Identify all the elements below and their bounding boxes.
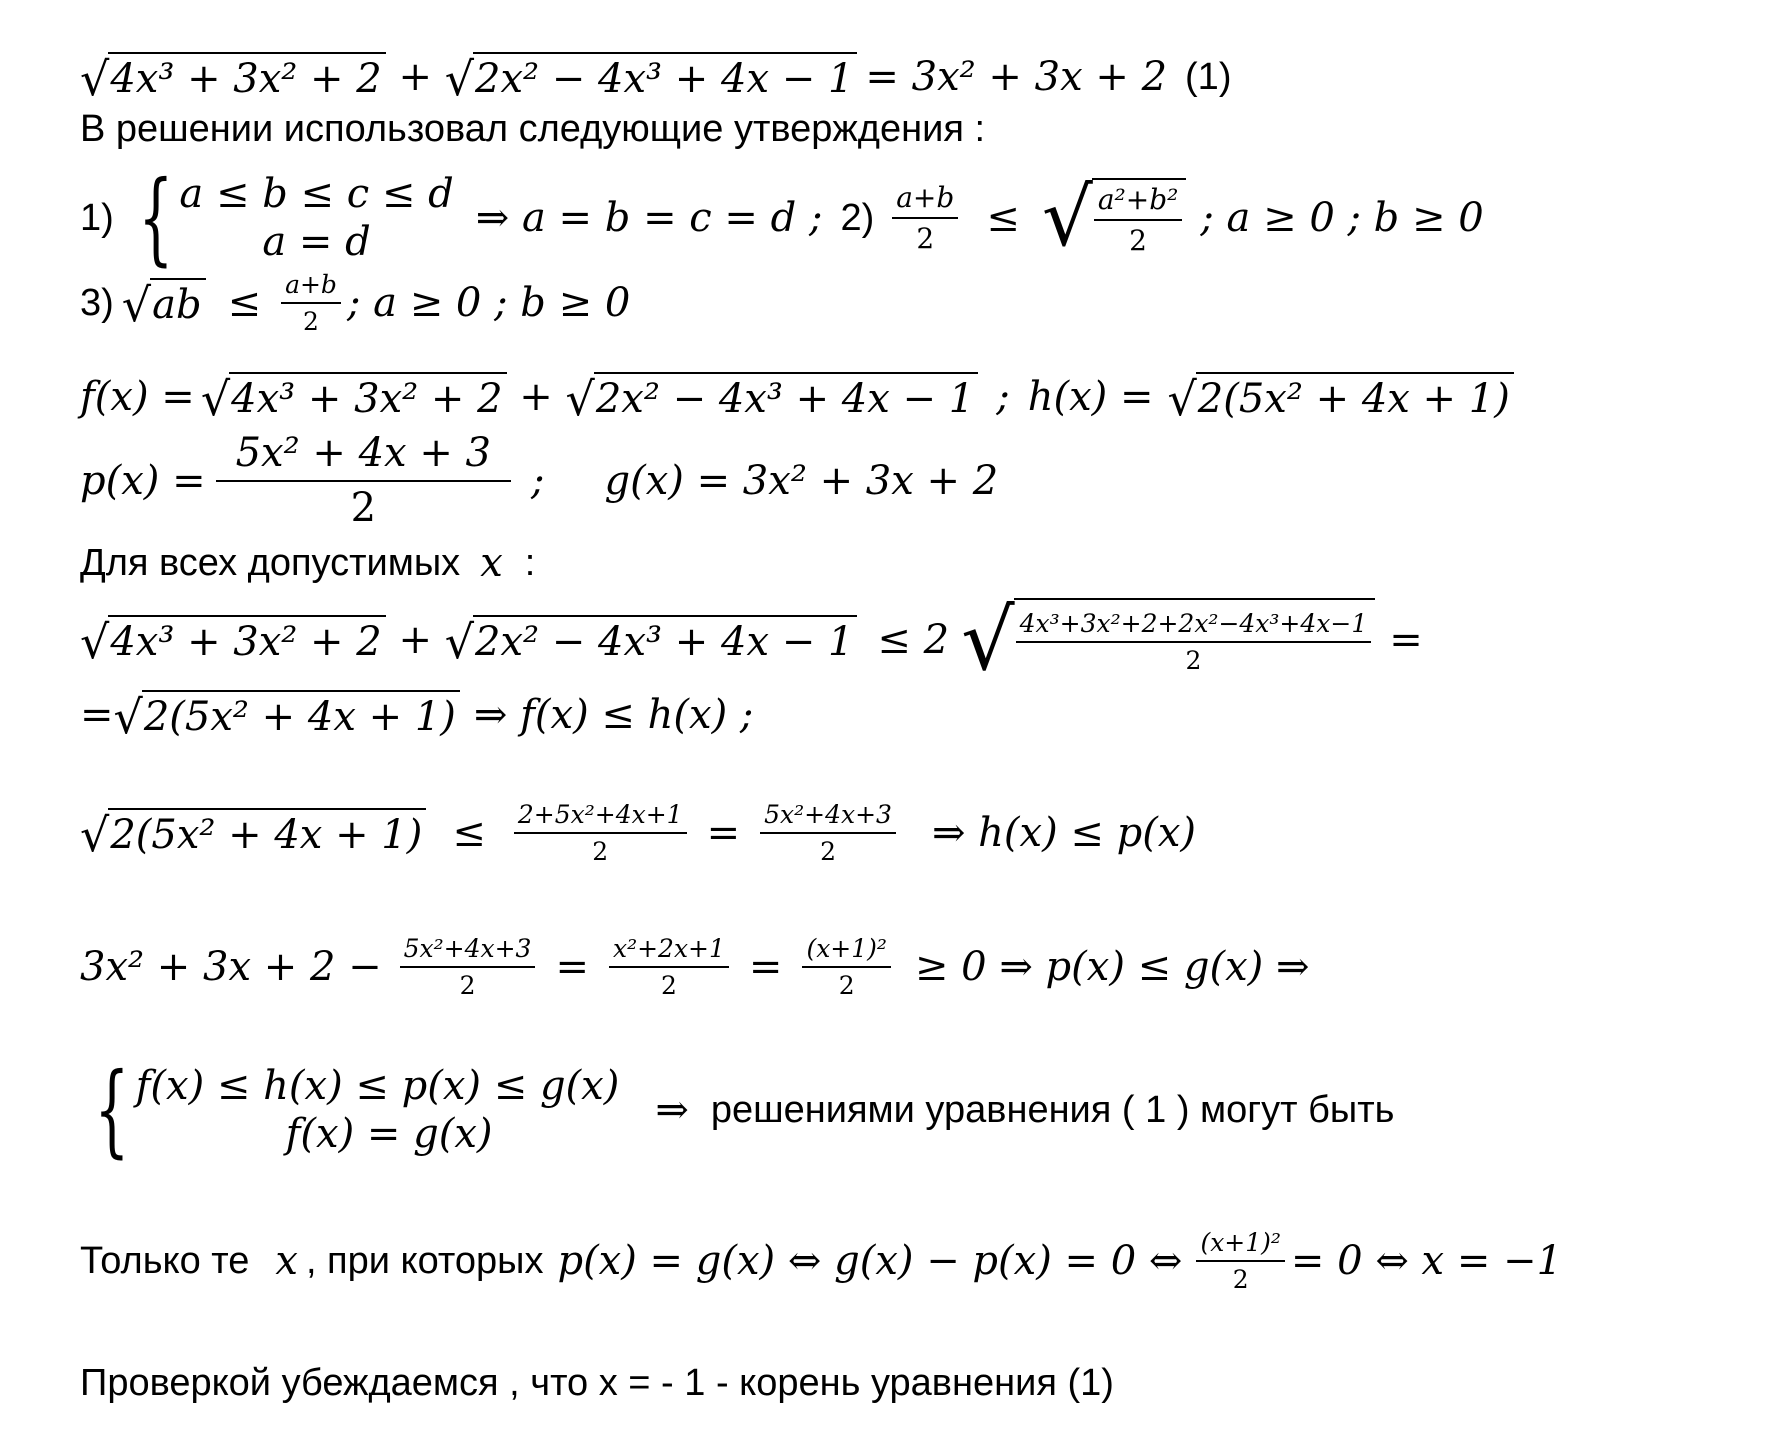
ineq3-fraction-1: [514, 800, 687, 866]
ineq3-fraction-2: [760, 800, 896, 866]
statement-1-label: 1): [80, 196, 114, 239]
only-line: [80, 1228, 1562, 1294]
fraction-denominator: 2: [838, 971, 855, 1000]
f-sqrt-1: √ 4x³ + 3x² + 2: [201, 372, 507, 422]
brace-icon: {: [94, 1051, 130, 1168]
statement-2-fraction: [892, 181, 958, 255]
system-braced: [80, 1051, 620, 1168]
sqrt-term-2: √ 2x² − 4x³ + 4x − 1: [445, 52, 858, 102]
leq-sign: ≤: [986, 195, 1020, 241]
statement-1-result: ⇒ a = b = c = d ;: [475, 195, 823, 241]
fraction-numerator: 5x²+4x+3: [400, 934, 536, 968]
g-definition: g(x) = 3x² + 3x + 2: [604, 457, 999, 504]
equation-1-tag: (1): [1185, 55, 1232, 98]
ineq3-rest: ⇒ h(x) ≤ p(x): [931, 810, 1197, 856]
sqrt-radicand: 2x² − 4x³ + 4x − 1: [473, 615, 857, 665]
leq-sign: ≤: [227, 280, 262, 326]
fraction-numerator: a+b: [892, 181, 958, 219]
only-expression: p(x) = g(x) ⇔ g(x) − p(x) = 0 ⇔: [557, 1238, 1183, 1284]
inequality-3: [80, 800, 1196, 866]
ineq1-sqrt-1: √ 4x³ + 3x² + 2: [80, 615, 386, 665]
check-text: Проверкой убеждаемся , что x = - 1 - корень уравнения (1): [80, 1362, 1114, 1404]
f-label: f(x) =: [80, 374, 195, 420]
ineq2-rest: ⇒ f(x) ≤ h(x) ;: [473, 692, 754, 738]
statement-1-system: [124, 159, 454, 276]
inequality-2: [80, 690, 754, 744]
intro-text: В решении использовал следующие утверждения :: [80, 108, 986, 150]
ineq3-eq: =: [706, 810, 741, 856]
fraction-numerator: 4x³+3x²+2+2x²−4x³+4x−1: [1016, 609, 1372, 643]
fraction-denominator: 2: [459, 971, 476, 1000]
statement-1-2: [80, 159, 1484, 276]
equation-1-rhs: = 3x² + 3x + 2: [865, 54, 1168, 100]
statement-2-sqrt: √ $\frac{\text{a²+b²}}{2}$: [1042, 178, 1187, 258]
f-sqrt-2: √ 2x² − 4x³ + 4x − 1: [566, 372, 979, 422]
inequality-4: [80, 934, 1309, 1000]
statement-1-row-2: a = d: [262, 219, 371, 265]
h-sqrt: √ 2(5x² + 4x + 1): [1167, 372, 1513, 422]
ineq2-sqrt: √ 2(5x² + 4x + 1): [114, 690, 460, 740]
system-conclusion: решениями уравнения ( 1 ) могут быть: [710, 1088, 1395, 1131]
fraction-denominator: 2: [820, 837, 836, 866]
statement-3-label: 3): [80, 281, 114, 324]
ineq4-rest: ≥ 0 ⇒ p(x) ≤ g(x) ⇒: [914, 944, 1310, 990]
fraction-numerator: (x+1)²: [1196, 1228, 1284, 1262]
p-fraction: [216, 430, 511, 531]
ineq4-eq-2: =: [748, 944, 783, 990]
p-g-definitions: [80, 430, 998, 531]
system-row-2: f(x) = g(x): [285, 1111, 493, 1157]
ineq3-sqrt: √ 2(5x² + 4x + 1): [80, 808, 426, 858]
fraction-denominator: 2: [350, 485, 377, 531]
for-all-colon: :: [524, 541, 536, 584]
fraction-denominator: 2: [592, 837, 609, 866]
sqrt-term-1-radicand: 4x³ + 3x² + 2: [108, 52, 385, 102]
statement-3-fraction: [281, 270, 341, 336]
statement-3-conditions: ; a ≥ 0 ; b ≥ 0: [346, 280, 631, 326]
f-h-definitions: f(x) = √ 4x³ + 3x² + 2 + √ 2x² − 4x³ + 4x − 1 ; h(x) = √ 2(5x² + 4x + 1): [80, 372, 1514, 422]
sqrt-term-1: √ 4x³ + 3x² + 2: [80, 52, 386, 102]
sqrt-radicand: 2(5x² + 4x + 1): [142, 690, 460, 740]
for-all-x: x: [480, 540, 503, 586]
ineq2-eq: =: [80, 692, 114, 738]
fraction-numerator: 5x²+4x+3: [760, 800, 896, 834]
only-text-1: Только те: [80, 1239, 250, 1282]
final-system: [80, 1051, 1395, 1168]
statement-2-label: 2): [840, 196, 875, 239]
fraction-numerator: (x+1)²: [802, 934, 890, 968]
system-row-1: f(x) ≤ h(x) ≤ p(x) ≤ g(x): [135, 1063, 620, 1109]
h-label: h(x) =: [1027, 374, 1154, 420]
sqrt-radicand: 2x² − 4x³ + 4x − 1: [594, 372, 978, 422]
ineq4-eq-1: =: [555, 944, 589, 990]
fraction-numerator: a+b: [281, 270, 341, 304]
ineq4-fraction-1: [400, 934, 536, 1000]
inequality-1: √ 4x³ + 3x² + 2 + √ 2x² − 4x³ + 4x − 1 ≤ 2 √ $\frac{\text{4x³+3x²+2+2x²−4x³+4x−1}}{2}$ =: [80, 591, 1423, 689]
statement-3-sqrt: √ ab: [122, 278, 206, 328]
ineq1-eq: =: [1389, 617, 1423, 663]
fraction-numerator: x²+2x+1: [609, 934, 729, 968]
p-label: p(x) =: [80, 457, 206, 504]
ineq4-lhs: 3x² + 3x + 2 −: [80, 944, 382, 990]
f-h-separator: ;: [996, 374, 1010, 420]
brace-icon: {: [138, 159, 174, 276]
system-arrow: ⇒: [655, 1087, 689, 1133]
fraction-denominator: 2: [916, 222, 935, 255]
fraction-denominator: 2: [1232, 1265, 1249, 1294]
for-all-line: [80, 540, 535, 586]
ineq1-leq: ≤ 2: [877, 617, 950, 663]
fraction-denominator: 2: [303, 307, 319, 336]
only-rest: = 0 ⇔ x = −1: [1290, 1238, 1563, 1284]
ineq1-sqrt-2: √ 2x² − 4x³ + 4x − 1: [445, 615, 858, 665]
fraction-numerator: 5x² + 4x + 3: [216, 430, 511, 482]
sqrt-radicand: 2(5x² + 4x + 1): [108, 808, 426, 858]
ineq4-fraction-2: [609, 934, 729, 1000]
ineq1-sqrt-fraction: √ $\frac{\text{4x³+3x²+2+2x²−4x³+4x−1}}{2}$: [961, 598, 1375, 682]
statement-2-conditions: ; a ≥ 0 ; b ≥ 0: [1200, 195, 1484, 241]
fraction-numerator: a²+b²: [1094, 183, 1183, 221]
statement-1-row-1: a ≤ b ≤ c ≤ d: [179, 171, 454, 217]
p-g-separator: ;: [531, 457, 545, 504]
sqrt-radicand: 2(5x² + 4x + 1): [1196, 372, 1514, 422]
only-x: x: [275, 1238, 298, 1284]
sqrt-term-2-radicand: 2x² − 4x³ + 4x − 1: [473, 52, 857, 102]
sqrt-radicand: 4x³ + 3x² + 2: [229, 372, 506, 422]
statement-3: [80, 270, 630, 336]
sqrt-radicand: ab: [150, 278, 205, 328]
sqrt-radicand: 4x³ + 3x² + 2: [108, 615, 385, 665]
fraction-denominator: 2: [1185, 646, 1202, 675]
ineq4-fraction-3: [802, 934, 890, 1000]
fraction-denominator: 2: [1129, 224, 1147, 257]
ineq3-leq: ≤: [452, 810, 486, 856]
fraction-numerator: 2+5x²+4x+1: [514, 800, 687, 834]
only-fraction: [1196, 1228, 1284, 1294]
equation-1: √ 4x³ + 3x² + 2 + √ 2x² − 4x³ + 4x − 1 = 3x² + 3x + 2 (1): [80, 52, 1232, 106]
fraction-denominator: 2: [661, 971, 677, 1000]
for-all-text: Для всех допустимых: [80, 541, 461, 584]
only-text-2: , при которых: [305, 1239, 544, 1282]
